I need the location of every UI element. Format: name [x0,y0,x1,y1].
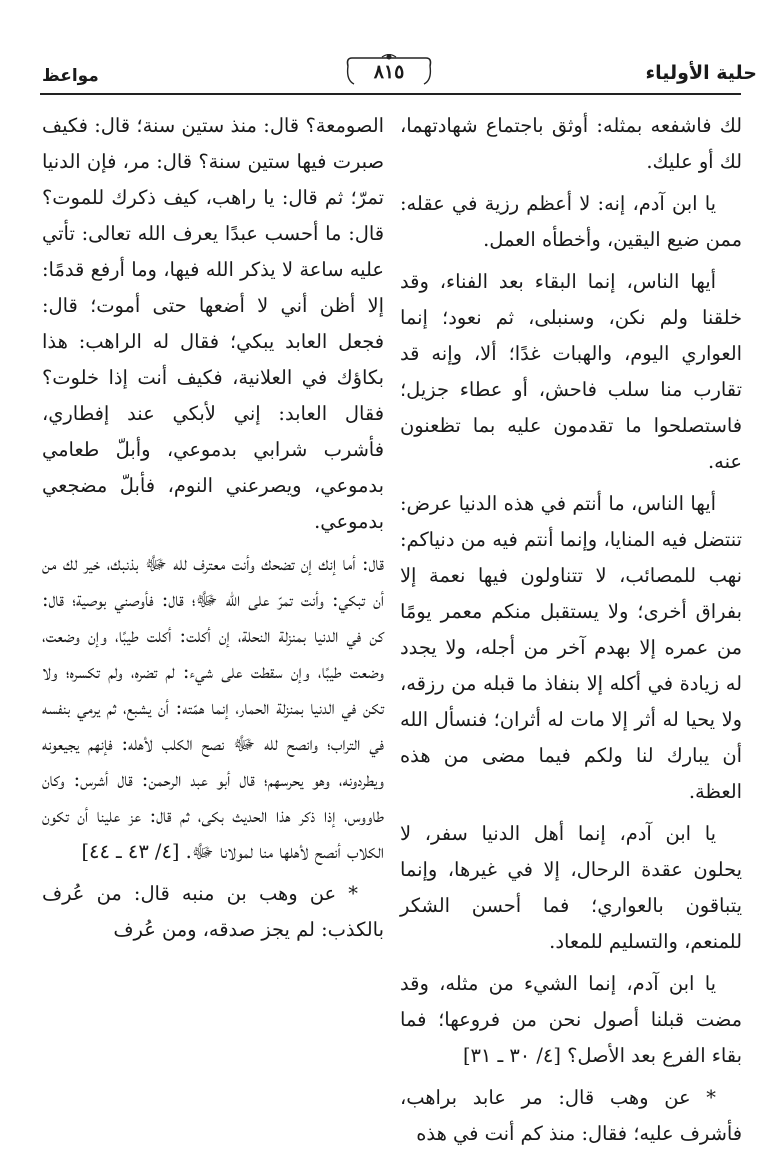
paragraph: الصومعة؟ قال: منذ ستين سنة؛ قال: فكيف صبرت فيها ستين سنة؟ قال: مر، فإن الدنيا تمرّ؛ ثم قال: يا راهب، كيف ذكرك للموت؟ قال: ما أحسب عبدًا يعرف الله تعالى: تأتي عليه ساعة لا يذكر الله فيها، وما أرفع قدمًا: إلا أظن أني لا أضعها حتى أموت؛ قال: فجعل العابد يبكي؛ فقال له الراهب: هذا بكاؤك في العلانية، فكيف أنت إذا خلوت؟ فقال العابد: إني لأبكي عند إفطاري، فأشرب شرابي بدموعي، وأبلّ طعامي بدموعي، ويصرعني النوم، فأبلّ مضجعي بدموعي. [42,114,384,533]
paragraph: يا ابن آدم، إنما الشيء من مثله، وقد مضت قبلنا أصول نحن من فروعها؛ فما بقاء الفرع بعد الأصل؟ [٤/ ٣٠ ـ ٣١] [400,972,742,1067]
page-header [0,0,783,100]
right-column [400,108,742,1158]
book-title: حلية الأولياء [645,62,757,84]
paragraph: يا ابن آدم، إنما أهل الدنيا سفر، لا يحلون عقدة الرحال، إلا في غيرها، وإنما يتباقون بالعواري؛ فما أحسن الشكر للمنعم، والتسليم للمعاد. [400,822,742,953]
section-title: مواعظ [42,66,99,86]
paragraph: * عن وهب قال: مر عابد براهب، فأشرف عليه؛ فقال: منذ كم أنت في هذه [400,1086,742,1145]
paragraph: يا ابن آدم، إنه: لا أعظم رزية في عقله: ممن ضيع اليقين، وأخطأه العمل. [400,192,742,251]
paragraph: أيها الناس، إنما البقاء بعد الفناء، وقد خلقنا ولم نكن، وسنبلى، ثم نعود؛ إنما العواري اليوم، والهبات غدًا؛ ألا، وإنه قد تقارب منا سلب فاحش، أو عطاء جزيل؛ فاستصلحوا ما تقدمون عليه بما تظعنون عنه. [400,270,742,473]
page-number-ornament [344,54,434,88]
header-divider [40,93,741,95]
left-column [42,108,384,954]
paragraph: * عن وهب بن منبه قال: من عُرف بالكذب: لم يجز صدقه، ومن عُرف [42,882,384,941]
paragraph: قال: أما إنك إن تضحك وأنت معترف لله ﷻ بذنبك، خير لك من أن تبكي: وأنت تمرّ على الله ﷻ؛ قال: فأوصني بوصية؛ قال: كن في الدنيا بمنزلة النحلة، إن أكلت: أكلت طيبًا، وإن وضعت، وضعت طيبًا، وإن سقطت على شيء: لم تضره، ولم تكسره؛ ولا تكن في الدنيا بمنزلة الحمار، إنما همّته: أن يشبع، ثم يرمي بنفسه في التراب؛ وانصح لله ﷻ نصح الكلب لأهله: فإنهم يجيعونه ويطردونه، وهو يحرسهم؛ قال أبو عبد الرحمن: قال أشرس: وكان طاووس، إذا ذكر هذا الحديث بكى، ثم قال: عز علينا أن تكون الكلاب أنصح لأهلها منا لمولانا ﷻ. [٤/ ٤٣ ـ ٤٤] [42,552,384,863]
page-number: ٨١٥ [373,61,405,83]
paragraph: لك فاشفعه بمثله: أوثق باجتماع شهادتهما، لك أو عليك. [400,114,742,173]
paragraph: أيها الناس، ما أنتم في هذه الدنيا عرض: تنتضل فيه المنايا، وإنما أنتم فيه من دنياكم: نهب للمصائب، لا تتناولون فيها نعمة إلا بفراق أخرى؛ ولا يستقبل منكم معمر يومًا من عمره إلا بهدم آخر من أجله، ولا يجدد له زيادة في أكله إلا بنفاذ ما قبله من رزقه، ولا يحيا له أثر إلا مات له أثران؛ فنسأل الله أن يبارك لنا ولكم فيما مضى من هذه العظة. [400,492,742,803]
